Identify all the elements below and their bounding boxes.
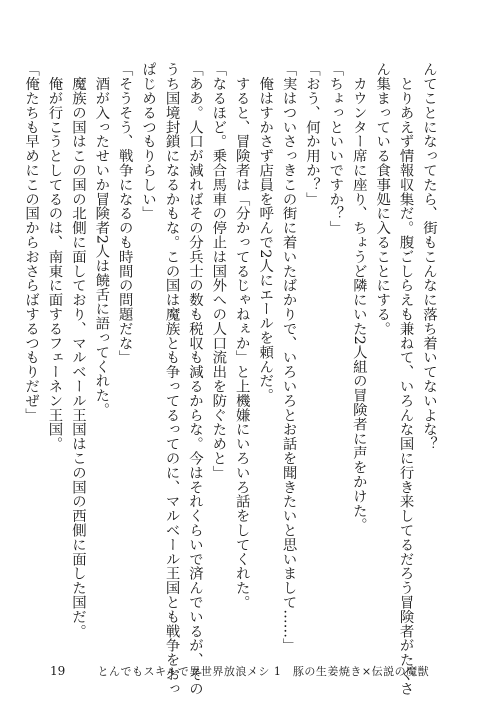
text-line: 酒が入ったせいか冒険者2人は饒舌に語ってくれた。	[93, 62, 110, 417]
text-line: ぱじめるつもりらしい」	[140, 62, 157, 221]
text-line: 「そうそう、戦争になるのも時間の問題だな」	[116, 62, 133, 365]
text-line: 俺が行こうとしてるのは、南東に面するフェーネン王国。	[46, 62, 63, 451]
text-line: 魔族の国はこの国の北側に面しており、マルベール王国はこの国の西側に面した国だ。	[69, 62, 86, 638]
text-line: カウンター席に座り、ちょうど隣にいた2人組の冒険者に声をかけた。	[350, 62, 367, 532]
text-line: とりあえず情報収集だ。腹ごしらえも兼ねて、いろんな国に行き来してるだろう冒険者がたくさ	[397, 62, 414, 696]
text-line: 「俺たちも早めにこの国からおさらばするつもりだぜ」	[23, 62, 40, 422]
page-number: 19	[50, 664, 66, 678]
text-line: 俺はすかさず店員を呼んで2人にエールを頼んだ。	[257, 62, 274, 403]
text-line: 「実はついさっきこの街に着いたばかりで、いろいろとお話を聞きたいと思いまして……」	[280, 62, 297, 653]
text-line: んてことになってたら、街もこんなに落ち着いてないよな？	[421, 62, 437, 451]
text-line: うち国境封鎖になるかもな。この国は魔族とも争ってるってのに、マルベール王国とも戦争をおっ	[163, 62, 180, 696]
text-line: 「ちょっといいですか？」	[327, 62, 344, 235]
text-line: 「おう、何か用か？」	[303, 62, 320, 206]
text-line: ん集まっている食事処に入ることにする。	[374, 62, 391, 336]
text-line: 「ああ。人口が減ればその分兵士の数も税収も減るからな。今はそれくらいで済んでいるが、その	[186, 62, 203, 696]
running-title: とんでもスキルで異世界放浪メシ 1 豚の生姜焼き×伝説の魔獣	[97, 665, 430, 678]
page-footer	[50, 662, 470, 680]
text-line: 「なるほど。乗合馬車の停止は国外への人口流出を防ぐためと」	[210, 62, 227, 480]
text-line: すると、冒険者は「分かってるじゃねぇか」と上機嫌にいろいろ話をしてくれた。	[233, 62, 250, 610]
